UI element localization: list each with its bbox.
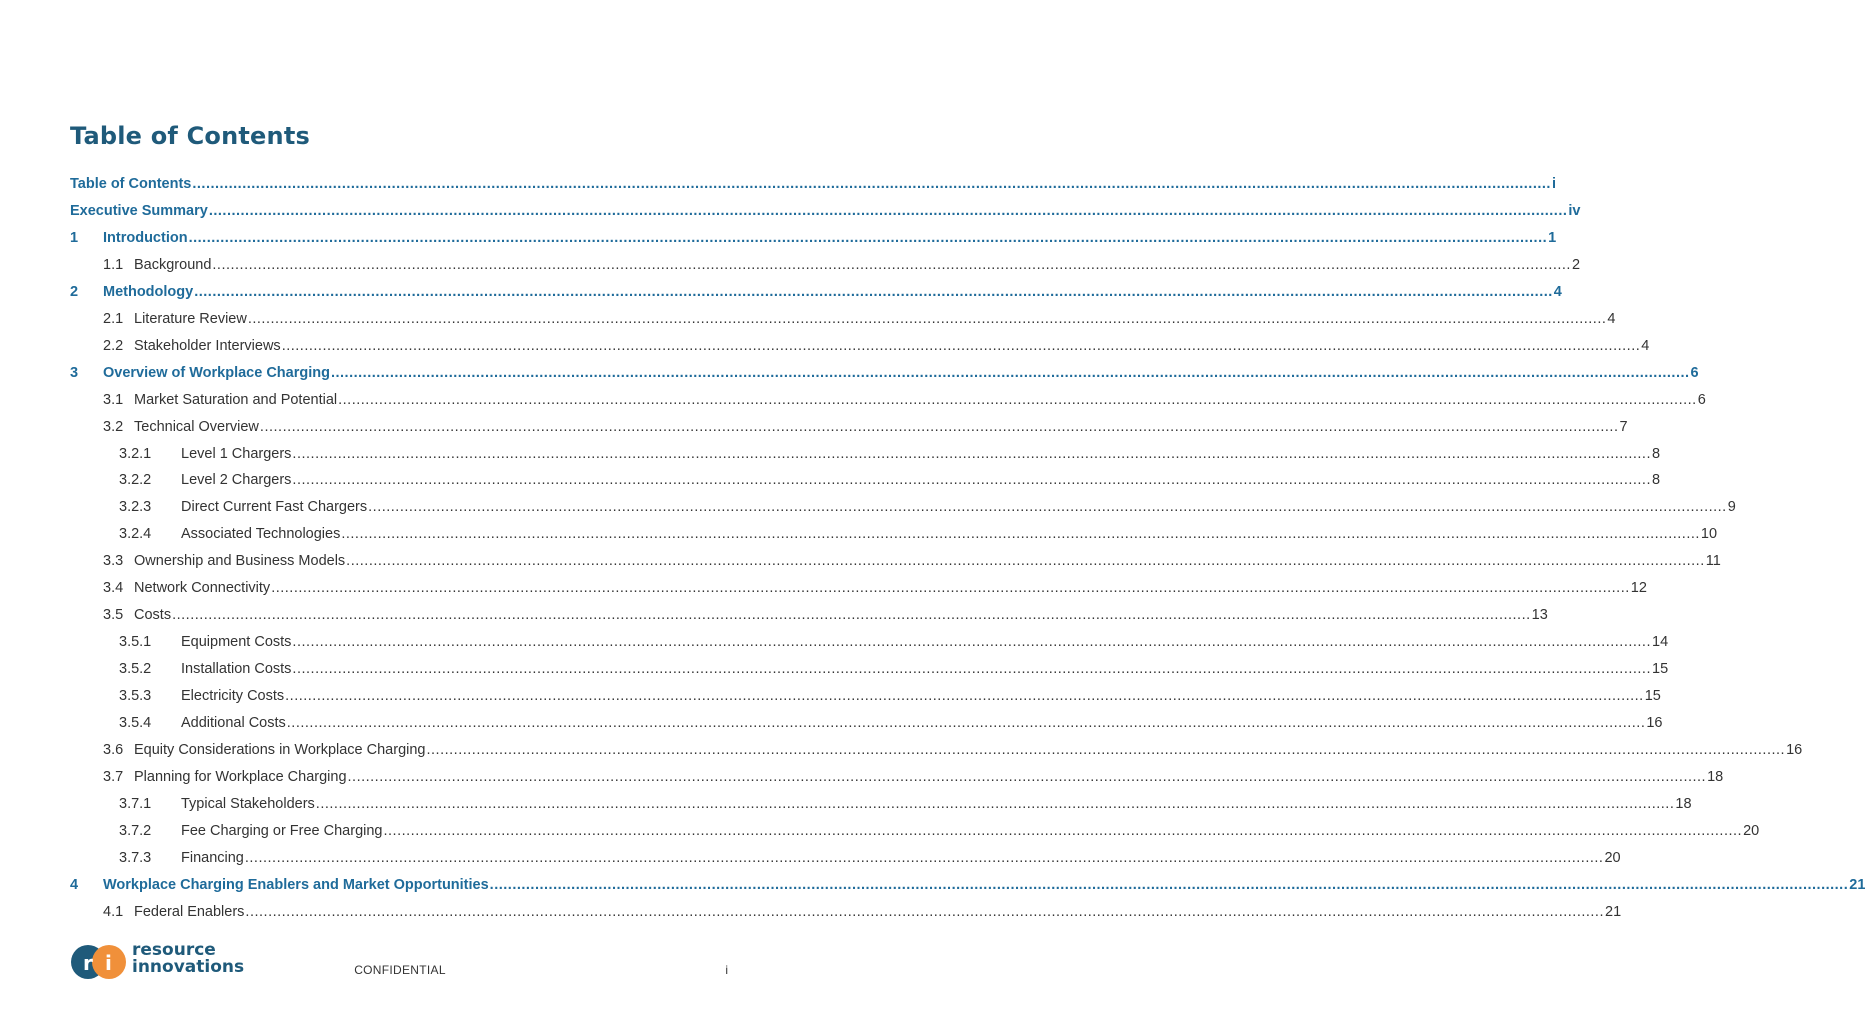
toc-leader-dots: ............................................................................................................................................................................................................................................................................................................	[188, 229, 1548, 246]
toc-entry-number: 2	[70, 283, 79, 300]
toc-entry-label: Equity Considerations in Workplace Charging	[134, 741, 426, 758]
toc-entry[interactable]	[0, 578, 1647, 598]
toc-entry[interactable]	[0, 848, 1621, 868]
toc-entry-number: 3.2	[103, 418, 124, 435]
toc-leader-dots: ............................................................................................................................................................................................................................................................................................................	[292, 634, 1651, 651]
toc-entry-label: Market Saturation and Potential	[134, 391, 338, 408]
toc-entry[interactable]	[0, 632, 1669, 652]
toc-entry[interactable]	[0, 875, 1865, 895]
toc-leader-dots: ............................................................................................................................................................................................................................................................................................................	[172, 607, 1531, 624]
toc-leader-dots: ............................................................................................................................................................................................................................................................................................................	[338, 391, 1697, 408]
toc-leader-dots: ............................................................................................................................................................................................................................................................................................................	[346, 553, 1705, 570]
toc-entry[interactable]	[0, 740, 1803, 760]
toc-entry-number: 1	[70, 229, 79, 246]
toc-leader-dots: ............................................................................................................................................................................................................................................................................................................	[281, 337, 1641, 354]
toc-entry[interactable]	[0, 659, 1669, 679]
toc-entry-number: 3	[70, 364, 79, 381]
toc-leader-dots: ............................................................................................................................................................................................................................................................................................................	[315, 795, 1675, 812]
toc-entry-number: 3.2.4	[119, 526, 152, 543]
toc-entry-number: 3.5.2	[119, 661, 152, 678]
toc-entry-number: 4	[70, 876, 79, 893]
toc-entry-number: 3.2.2	[119, 472, 152, 489]
toc-entry-page: 7	[1619, 418, 1628, 435]
toc-entry-label: Level 2 Chargers	[181, 472, 292, 489]
toc-entry-page: 14	[1652, 634, 1669, 651]
toc-entry[interactable]	[0, 201, 1581, 221]
toc-entry-page: 8	[1652, 472, 1661, 489]
toc-entry-page: 1	[1548, 229, 1557, 246]
toc-entry[interactable]	[0, 417, 1628, 437]
toc-entry-label: Fee Charging or Free Charging	[181, 822, 383, 839]
toc-entry-label: Network Connectivity	[134, 580, 271, 597]
toc-leader-dots: ............................................................................................................................................................................................................................................................................................................	[245, 903, 1604, 920]
toc-entry[interactable]	[0, 470, 1661, 490]
toc-leader-dots: ............................................................................................................................................................................................................................................................................................................	[426, 741, 1786, 758]
toc-leader-dots: ............................................................................................................................................................................................................................................................................................................	[259, 418, 1619, 435]
toc-entry-page: 16	[1786, 741, 1803, 758]
toc-entry-number: 3.7.2	[119, 822, 152, 839]
toc-entry-label: Ownership and Business Models	[134, 553, 346, 570]
toc-entry-label: Introduction	[103, 229, 188, 246]
toc-entry[interactable]	[0, 713, 1663, 733]
toc-entry[interactable]	[0, 686, 1661, 706]
toc-leader-dots: ............................................................................................................................................................................................................................................................................................................	[292, 472, 1651, 489]
toc-entry-page: 15	[1652, 661, 1669, 678]
toc-entry-label: Equipment Costs	[181, 634, 292, 651]
toc-entry-page: 4	[1553, 283, 1562, 300]
toc-leader-dots: ............................................................................................................................................................................................................................................................................................................	[285, 688, 1644, 705]
toc-entry-number: 3.2.1	[119, 445, 152, 462]
toc-entry-number: 1.1	[103, 256, 124, 273]
toc-entry-label: Typical Stakeholders	[181, 795, 315, 812]
toc-entry-label: Financing	[181, 849, 244, 866]
toc-entry-page: 4	[1607, 310, 1616, 327]
toc-entry-label: Installation Costs	[181, 661, 292, 678]
svg-text:r: r	[83, 951, 93, 975]
toc-leader-dots: ............................................................................................................................................................................................................................................................................................................	[244, 849, 1604, 866]
toc-leader-dots: ............................................................................................................................................................................................................................................................................................................	[292, 445, 1651, 462]
toc-entry[interactable]	[0, 821, 1760, 841]
toc-entry-page: 18	[1675, 795, 1692, 812]
toc-entry[interactable]	[0, 794, 1692, 814]
toc-entry[interactable]	[0, 444, 1661, 464]
toc-entry-page: 4	[1641, 337, 1650, 354]
toc-entry-page: 13	[1531, 607, 1548, 624]
toc-entry[interactable]	[0, 174, 1556, 194]
toc-entry-page: 6	[1690, 364, 1699, 381]
toc-leader-dots: ............................................................................................................................................................................................................................................................................................................	[286, 715, 1646, 731]
toc-entry-number: 2.2	[103, 337, 124, 354]
toc-leader-dots: ............................................................................................................................................................................................................................................................................................................	[194, 283, 1553, 300]
toc-entry-page: 11	[1705, 553, 1721, 570]
toc-entry-number: 3.4	[103, 580, 124, 597]
toc-entry[interactable]	[0, 363, 1699, 383]
toc-entry-label: Methodology	[103, 283, 194, 300]
toc-entry-label: Stakeholder Interviews	[134, 337, 281, 354]
toc-entry-number: 3.2.3	[119, 499, 152, 516]
page-number: i	[725, 963, 728, 977]
toc-entry-number: 3.5.3	[119, 688, 152, 705]
toc-leader-dots: ............................................................................................................................................................................................................................................................................................................	[292, 661, 1651, 678]
toc-entry[interactable]	[0, 390, 1706, 410]
toc-entry-number: 3.5	[103, 607, 124, 624]
toc-entry-page: 6	[1697, 391, 1706, 408]
toc-entry[interactable]	[0, 767, 1724, 787]
toc-leader-dots: ............................................................................................................................................................................................................................................................................................................	[347, 768, 1707, 785]
toc-entry-label: Executive Summary	[70, 202, 208, 219]
toc-leader-dots: ............................................................................................................................................................................................................................................................................................................	[368, 499, 1727, 516]
toc-entry-number: 3.7.3	[119, 849, 152, 866]
toc-entry-page: 2	[1571, 256, 1581, 273]
page-title: Table of Contents	[70, 122, 310, 150]
toc-entry[interactable]	[0, 551, 1721, 571]
toc-leader-dots: ............................................................................................................................................................................................................................................................................................................	[192, 176, 1551, 192]
toc-entry-page: 9	[1727, 499, 1736, 516]
svg-text:i: i	[105, 951, 112, 975]
confidential-label: CONFIDENTIAL	[354, 963, 446, 977]
toc-entry-page: 10	[1700, 526, 1718, 543]
logo-line-2: innovations	[132, 957, 245, 977]
toc-entry[interactable]	[0, 228, 1557, 248]
toc-entry-page: i	[1551, 176, 1556, 192]
toc-entry[interactable]	[0, 605, 1548, 625]
toc-entry[interactable]	[0, 902, 1622, 922]
toc-entry-label: Level 1 Chargers	[181, 445, 292, 462]
toc-entry-page: 20	[1743, 822, 1760, 839]
toc-entry[interactable]	[0, 497, 1736, 517]
toc-leader-dots: ............................................................................................................................................................................................................................................................................................................	[208, 202, 1568, 219]
toc-entry-page: 12	[1630, 580, 1647, 597]
toc-entry-label: Literature Review	[134, 310, 247, 327]
toc-leader-dots: ............................................................................................................................................................................................................................................................................................................	[383, 822, 1743, 839]
toc-leader-dots: ............................................................................................................................................................................................................................................................................................................	[489, 876, 1849, 893]
toc-entry[interactable]	[0, 309, 1616, 329]
toc-entry-number: 3.5.1	[119, 634, 152, 651]
toc-entry-label: Federal Enablers	[134, 903, 245, 920]
toc-entry-page: 16	[1646, 715, 1663, 731]
toc-entry[interactable]	[0, 255, 1581, 275]
toc-entry-label: Associated Technologies	[181, 526, 341, 543]
toc-entry-page: 20	[1604, 849, 1621, 866]
toc-entry-number: 3.7.1	[119, 795, 152, 812]
toc-entry-label: Costs	[134, 607, 172, 624]
toc-entry-label: Overview of Workplace Charging	[103, 364, 330, 381]
toc-entry-number: 4.1	[103, 903, 124, 920]
toc-entry-page: 21	[1849, 876, 1865, 893]
toc-entry-page: 15	[1644, 688, 1661, 705]
toc-entry-label: Background	[134, 256, 212, 273]
toc-entry-label: Direct Current Fast Chargers	[181, 499, 368, 516]
toc-entry[interactable]	[0, 524, 1718, 544]
toc-leader-dots: ............................................................................................................................................................................................................................................................................................................	[330, 364, 1690, 381]
toc-entry-page: 18	[1707, 768, 1724, 785]
toc-entry[interactable]	[0, 336, 1650, 356]
toc-entry-label: Electricity Costs	[181, 688, 285, 705]
toc-leader-dots: ............................................................................................................................................................................................................................................................................................................	[341, 526, 1700, 543]
toc-entry-number: 3.7	[103, 768, 124, 785]
toc-leader-dots: ............................................................................................................................................................................................................................................................................................................	[212, 256, 1571, 273]
toc-entry[interactable]	[0, 282, 1562, 302]
toc-entry-number: 3.5.4	[119, 715, 152, 731]
toc-entry-number: 2.1	[103, 310, 124, 327]
toc-entry-label: Workplace Charging Enablers and Market Opportunities	[103, 876, 489, 893]
toc-entry-page: 21	[1605, 903, 1622, 920]
toc-leader-dots: ............................................................................................................................................................................................................................................................................................................	[271, 580, 1630, 597]
toc-leader-dots: ............................................................................................................................................................................................................................................................................................................	[247, 310, 1607, 327]
toc-entry-label: Table of Contents	[70, 176, 192, 192]
toc-entry-label: Technical Overview	[134, 418, 259, 435]
toc-entry-page: 8	[1652, 445, 1661, 462]
toc-entry-label: Additional Costs	[181, 715, 286, 731]
toc-entry-number: 3.6	[103, 741, 124, 758]
toc-entry-number: 3.1	[103, 391, 124, 408]
toc-entry-label: Planning for Workplace Charging	[134, 768, 347, 785]
toc-entry-page: iv	[1568, 202, 1581, 219]
logo-line-1: resource	[132, 940, 216, 960]
toc-entry-number: 3.3	[103, 553, 124, 570]
